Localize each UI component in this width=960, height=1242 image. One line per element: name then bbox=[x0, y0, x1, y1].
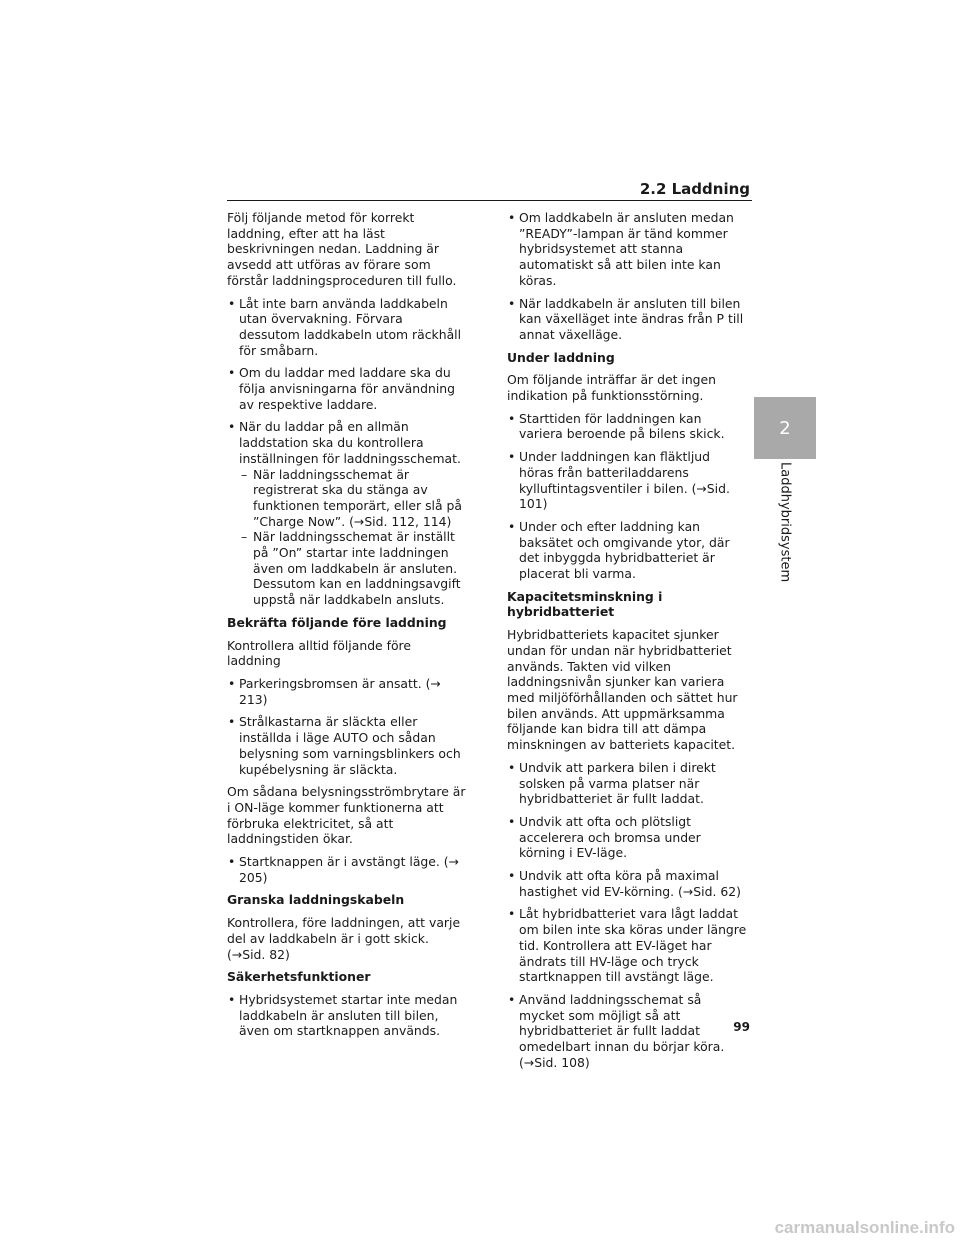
intro-paragraph: Följ följande metod för korrekt laddning, efter att ha läst beskrivningen nedan. Laddning är avsedd att utföras av förare som förstår laddningsproceduren till fullo. bbox=[227, 210, 457, 288]
bullet-list-start-button bbox=[227, 854, 467, 885]
paragraph-check: Kontrollera alltid följande före laddning bbox=[227, 637, 412, 669]
paragraph-capacity: Hybridbatteriets kapacitet sjunker undan för undan när hybridbatteriet används. Takten vid vilken laddningsnivån sjunker kan variera med miljöförhållanden och sättet hur bilen används. Att uppmärksamma följande kan bidra till att dämpa minskningen av batteriets kapacitet. bbox=[507, 627, 738, 753]
right-column bbox=[507, 210, 747, 1077]
section-title: 2.2 Laddning bbox=[639, 180, 750, 198]
paragraph-cable: Kontrollera, före laddningen, att varje del av laddkabeln är i gott skick. (→Sid. 82) bbox=[227, 915, 461, 962]
bullet-list-checks bbox=[227, 676, 467, 777]
bullet-list-safety bbox=[227, 992, 467, 1039]
chapter-name: Laddhybridsystem bbox=[777, 462, 793, 583]
paragraph-during: Om följande inträffar är det ingen indikation på funktionsstörning. bbox=[507, 372, 717, 404]
heading-inspect-cable: Granska laddningskabeln bbox=[227, 892, 405, 908]
watermark: carmanualsonline.info bbox=[774, 1218, 955, 1237]
dash-item: – När laddningsschemat är inställt på ”On” startar inte laddningen även om laddkabeln är ansluten. Dessutom kan en laddningsavgift uppstå när laddkabeln ansluts. bbox=[227, 529, 467, 608]
list-item: • Undvik att parkera bilen i direkt solsken på varma platser när hybridbatteriet är fullt laddat. bbox=[507, 760, 747, 807]
list-item: • Använd laddningsschemat så mycket som möjligt så att hybridbatteriet är fullt laddat omedelbart innan du börjar köra. (→Sid. 108) bbox=[507, 992, 747, 1071]
chapter-number: 2 bbox=[779, 417, 791, 439]
heading-confirm-before-charging: Bekräfta följande före laddning bbox=[227, 614, 447, 630]
list-item: • Startknappen är i avstängt läge. (→ 205) bbox=[227, 854, 467, 885]
bullet-list-precautions bbox=[227, 296, 467, 608]
heading-capacity-reduction: Kapacitetsminskning i hybridbatteriet bbox=[507, 588, 663, 620]
dash-list bbox=[227, 467, 467, 608]
bullet-list-during bbox=[507, 411, 747, 582]
list-item-text: När du laddar på en allmän laddstation ska du kontrollera inställningen för laddningsschemat. bbox=[239, 419, 461, 466]
list-item: • Låt inte barn använda laddkabeln utan övervakning. Förvara dessutom laddkabeln utom räckhåll för småbarn. bbox=[227, 296, 467, 359]
list-item: • Under laddningen kan fläktljud höras från batteriladdarens kylluftintagsventiler i bilen. (→Sid. 101) bbox=[507, 449, 747, 512]
chapter-tab bbox=[754, 397, 816, 459]
list-item bbox=[227, 419, 467, 607]
heading-safety-functions: Säkerhetsfunktioner bbox=[227, 969, 371, 985]
paragraph-lights: Om sådana belysningsströmbrytare är i ON-läge kommer funktionerna att förbruka elektricitet, så att laddningstiden ökar. bbox=[227, 784, 466, 847]
list-item: • Om du laddar med laddare ska du följa anvisningarna för användning av respektive laddare. bbox=[227, 365, 467, 412]
dash-item: – När laddningsschemat är registrerat ska du stänga av funktionen temporärt, eller slå på ”Charge Now”. (→Sid. 112, 114) bbox=[227, 467, 467, 530]
bullet-list-safety-cont bbox=[507, 210, 747, 343]
header-divider bbox=[227, 200, 752, 201]
list-item: • Under och efter laddning kan baksätet och omgivande ytor, där det inbyggda hybridbatteriet är placerat bli varma. bbox=[507, 519, 747, 582]
list-item: • Om laddkabeln är ansluten medan ”READY”-lampan är tänd kommer hybridsystemet att stanna automatiskt så att bilen inte kan köras. bbox=[507, 210, 747, 289]
list-item: • Parkeringsbromsen är ansatt. (→ 213) bbox=[227, 676, 467, 707]
list-item: • Undvik att ofta köra på maximal hastighet vid EV-körning. (→Sid. 62) bbox=[507, 868, 747, 899]
list-item: • När laddkabeln är ansluten till bilen kan växelläget inte ändras från P till annat växelläge. bbox=[507, 296, 747, 343]
heading-during-charging: Under laddning bbox=[507, 349, 615, 365]
left-column bbox=[227, 210, 467, 1046]
list-item: • Hybridsystemet startar inte medan laddkabeln är ansluten till bilen, även om startknappen används. bbox=[227, 992, 467, 1039]
list-item: • Strålkastarna är släckta eller inställda i läge AUTO och sådan belysning som varningsblinkers och kupébelysning är släckta. bbox=[227, 714, 467, 777]
list-item: • Låt hybridbatteriet vara lågt laddat om bilen inte ska köras under längre tid. Kontrollera att EV-läget har ändrats till HV-läge och tryck startknappen till avstängt läge. bbox=[507, 906, 747, 985]
list-item: • Undvik att ofta och plötsligt accelerera och bromsa under körning i EV-läge. bbox=[507, 814, 747, 861]
list-item: • Starttiden för laddningen kan variera beroende på bilens skick. bbox=[507, 411, 747, 442]
page-number: 99 bbox=[733, 1020, 750, 1034]
